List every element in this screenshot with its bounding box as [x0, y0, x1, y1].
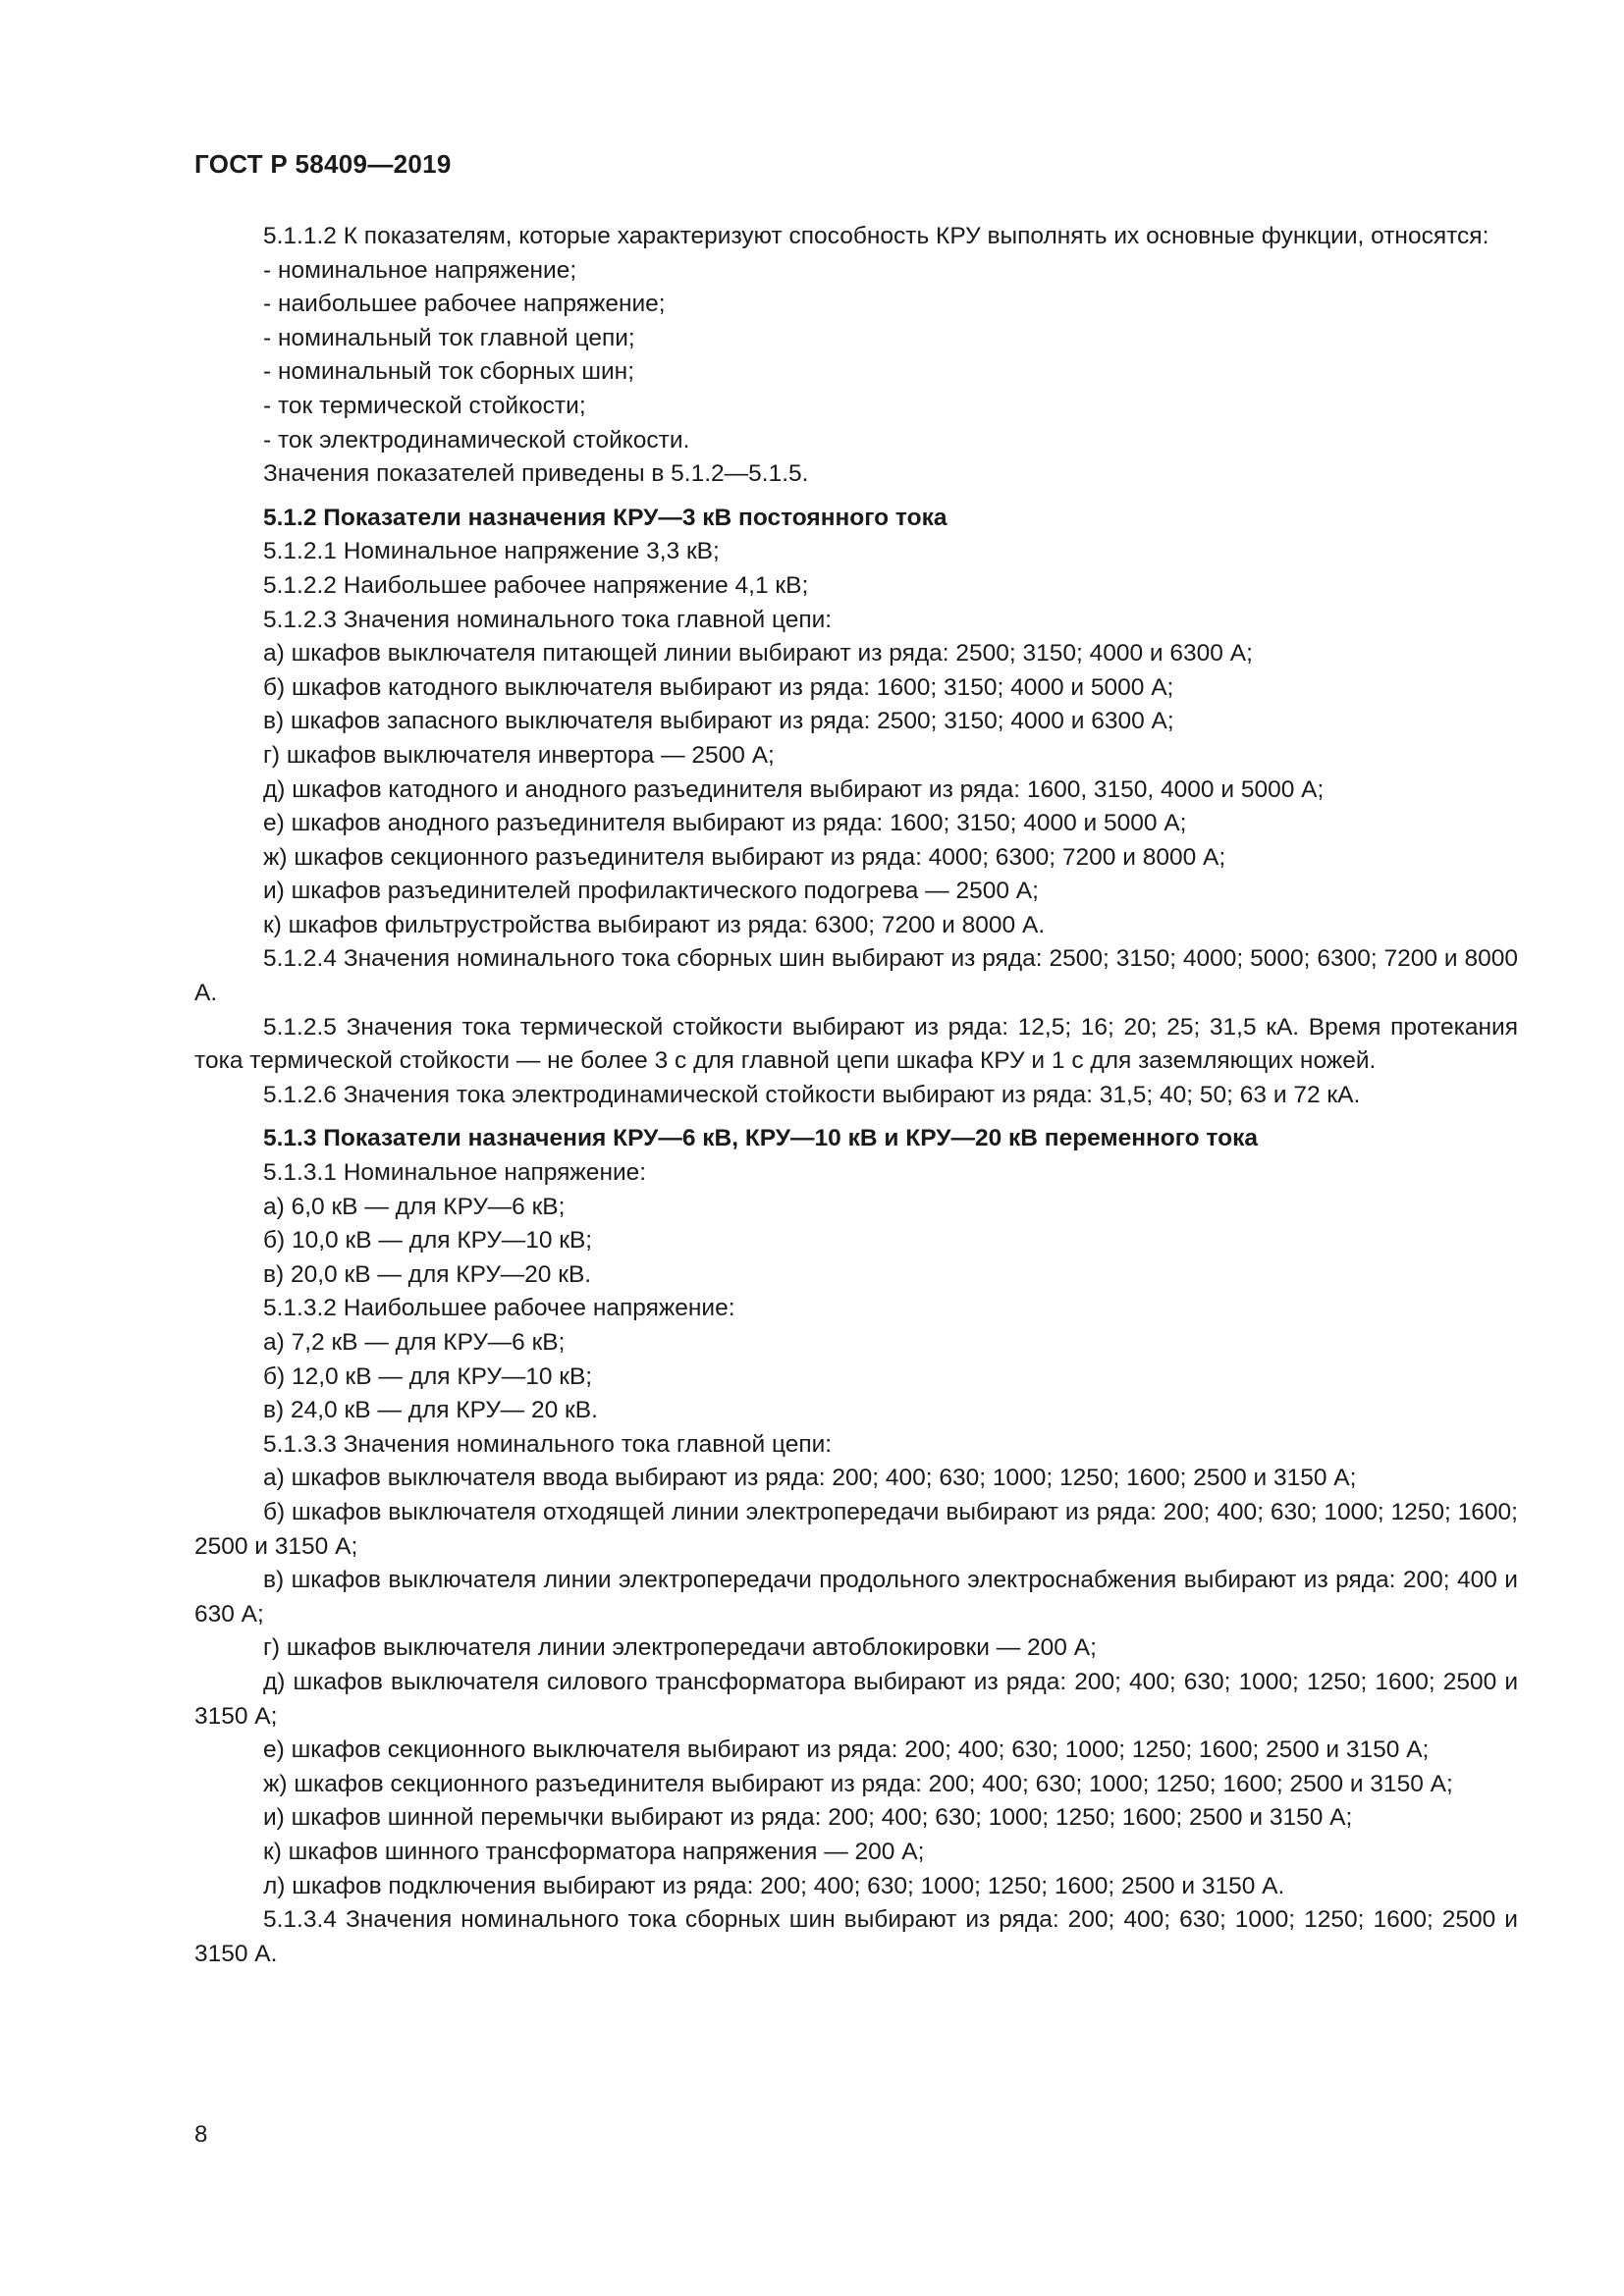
paragraph: б) шкафов выключателя отходящей линии электропередачи выбирают из ряда: 200; 400; 630; 1000; 1250; 1600; 2500 и 3150 А;: [194, 1498, 1518, 1560]
paragraph: а) шкафов выключателя питающей линии выбирают из ряда: 2500; 3150; 4000 и 6300 А;: [263, 640, 1253, 667]
paragraph: а) 6,0 кВ — для КРУ—6 кВ;: [263, 1193, 566, 1220]
paragraph: 5.1.2.2 Наибольшее рабочее напряжение 4,1 кВ;: [263, 571, 809, 599]
paragraph: е) шкафов секционного выключателя выбирают из ряда: 200; 400; 630; 1000; 1250; 1600; 2500 и 3150 А;: [263, 1736, 1430, 1764]
list-item: - номинальный ток главной цепи;: [263, 324, 635, 351]
list-item: - наибольшее рабочее напряжение;: [263, 291, 666, 318]
paragraph: к) шкафов фильтрустройства выбирают из ряда: 6300; 7200 и 8000 А.: [263, 911, 1046, 938]
paragraph: в) шкафов выключателя линии электропередачи продольного электроснабжения выбирают из ряда: 200; 400 и 630 А;: [194, 1567, 1518, 1628]
paragraph: г) шкафов выключателя инвертора — 2500 А;: [263, 741, 775, 769]
paragraph: 5.1.2.3 Значения номинального тока главной цепи:: [263, 606, 833, 633]
paragraph: в) шкафов запасного выключателя выбирают из ряда: 2500; 3150; 4000 и 6300 А;: [263, 708, 1174, 735]
paragraph: 5.1.3.4 Значения номинального тока сборных шин выбирают из ряда: 200; 400; 630; 1000; 1250; 1600; 2500 и 3150 А.: [194, 1906, 1518, 1967]
paragraph: 5.1.3.1 Номинальное напряжение:: [263, 1159, 647, 1187]
paragraph: д) шкафов выключателя силового трансформатора выбирают из ряда: 200; 400; 630; 1000; 1250; 1600; 2500 и 3150 А;: [194, 1668, 1518, 1730]
list-item: - ток электродинамической стойкости.: [263, 426, 690, 454]
paragraph: в) 24,0 кВ — для КРУ— 20 кВ.: [263, 1397, 598, 1424]
paragraph: б) 10,0 кВ — для КРУ—10 кВ;: [263, 1227, 593, 1255]
paragraph: 5.1.1.2 К показателям, которые характеризуют способность КРУ выполнять их основные функции, относятся:: [263, 223, 1489, 249]
paragraph: б) 12,0 кВ — для КРУ—10 кВ;: [263, 1362, 593, 1390]
paragraph: 5.1.3.2 Наибольшее рабочее напряжение:: [263, 1295, 735, 1322]
paragraph: Значения показателей приведены в 5.1.2—5.1.5.: [263, 460, 809, 488]
paragraph: а) 7,2 кВ — для КРУ—6 кВ;: [263, 1329, 566, 1356]
section-heading: 5.1.3 Показатели назначения КРУ—6 кВ, КРУ—10 кВ и КРУ—20 кВ переменного тока: [263, 1125, 1258, 1152]
list-item: - номинальный ток сборных шин;: [263, 358, 635, 386]
paragraph: в) 20,0 кВ — для КРУ—20 кВ.: [263, 1260, 592, 1288]
paragraph: ж) шкафов секционного разъединителя выбирают из ряда: 4000; 6300; 7200 и 8000 А;: [263, 843, 1226, 871]
paragraph: 5.1.3.3 Значения номинального тока главной цепи:: [263, 1430, 833, 1458]
document-body: [194, 220, 1518, 1971]
paragraph: г) шкафов выключателя линии электропередачи автоблокировки — 200 А;: [263, 1634, 1097, 1662]
paragraph: е) шкафов анодного разъединителя выбирают из ряда: 1600; 3150; 4000 и 5000 А;: [263, 810, 1187, 837]
paragraph: б) шкафов катодного выключателя выбирают из ряда: 1600; 3150; 4000 и 5000 А;: [263, 673, 1174, 701]
paragraph: и) шкафов шинной перемычки выбирают из ряда: 200; 400; 630; 1000; 1250; 1600; 2500 и 3150 А;: [263, 1804, 1353, 1832]
section-heading: 5.1.2 Показатели назначения КРУ—3 кВ постоянного тока: [263, 504, 947, 531]
paragraph: 5.1.2.6 Значения тока электродинамической стойкости выбирают из ряда: 31,5; 40; 50; 63 и 72 кА.: [263, 1081, 1361, 1108]
standard-header: ГОСТ Р 58409—2019: [194, 149, 452, 179]
page-number: 8: [194, 2121, 208, 2148]
paragraph: к) шкафов шинного трансформатора напряжения — 200 А;: [263, 1838, 925, 1865]
list-item: - ток термической стойкости;: [263, 392, 586, 419]
paragraph: д) шкафов катодного и анодного разъединителя выбирают из ряда: 1600, 3150, 4000 и 5000 А;: [263, 775, 1325, 803]
paragraph: 5.1.2.5 Значения тока термической стойкости выбирают из ряда: 12,5; 16; 20; 25; 31,5 кА. Время протекания тока термической стойкости — не более 3 с для главной цепи шкафа КРУ и 1 с для заземляющих ножей.: [194, 1013, 1518, 1075]
paragraph: и) шкафов разъединителей профилактического подогрева — 2500 А;: [263, 878, 1039, 905]
list-item: - номинальное напряжение;: [263, 256, 577, 284]
paragraph: а) шкафов выключателя ввода выбирают из ряда: 200; 400; 630; 1000; 1250; 1600; 2500 и 3150 А;: [263, 1465, 1357, 1492]
paragraph: ж) шкафов секционного разъединителя выбирают из ряда: 200; 400; 630; 1000; 1250; 1600; 2500 и 3150 А;: [263, 1770, 1453, 1797]
paragraph: л) шкафов подключения выбирают из ряда: 200; 400; 630; 1000; 1250; 1600; 2500 и 3150 А.: [263, 1872, 1285, 1899]
paragraph: 5.1.2.1 Номинальное напряжение 3,3 кВ;: [263, 538, 720, 565]
paragraph: 5.1.2.4 Значения номинального тока сборных шин выбирают из ряда: 2500; 3150; 4000; 5000; 6300; 7200 и 8000 А.: [194, 945, 1518, 1007]
